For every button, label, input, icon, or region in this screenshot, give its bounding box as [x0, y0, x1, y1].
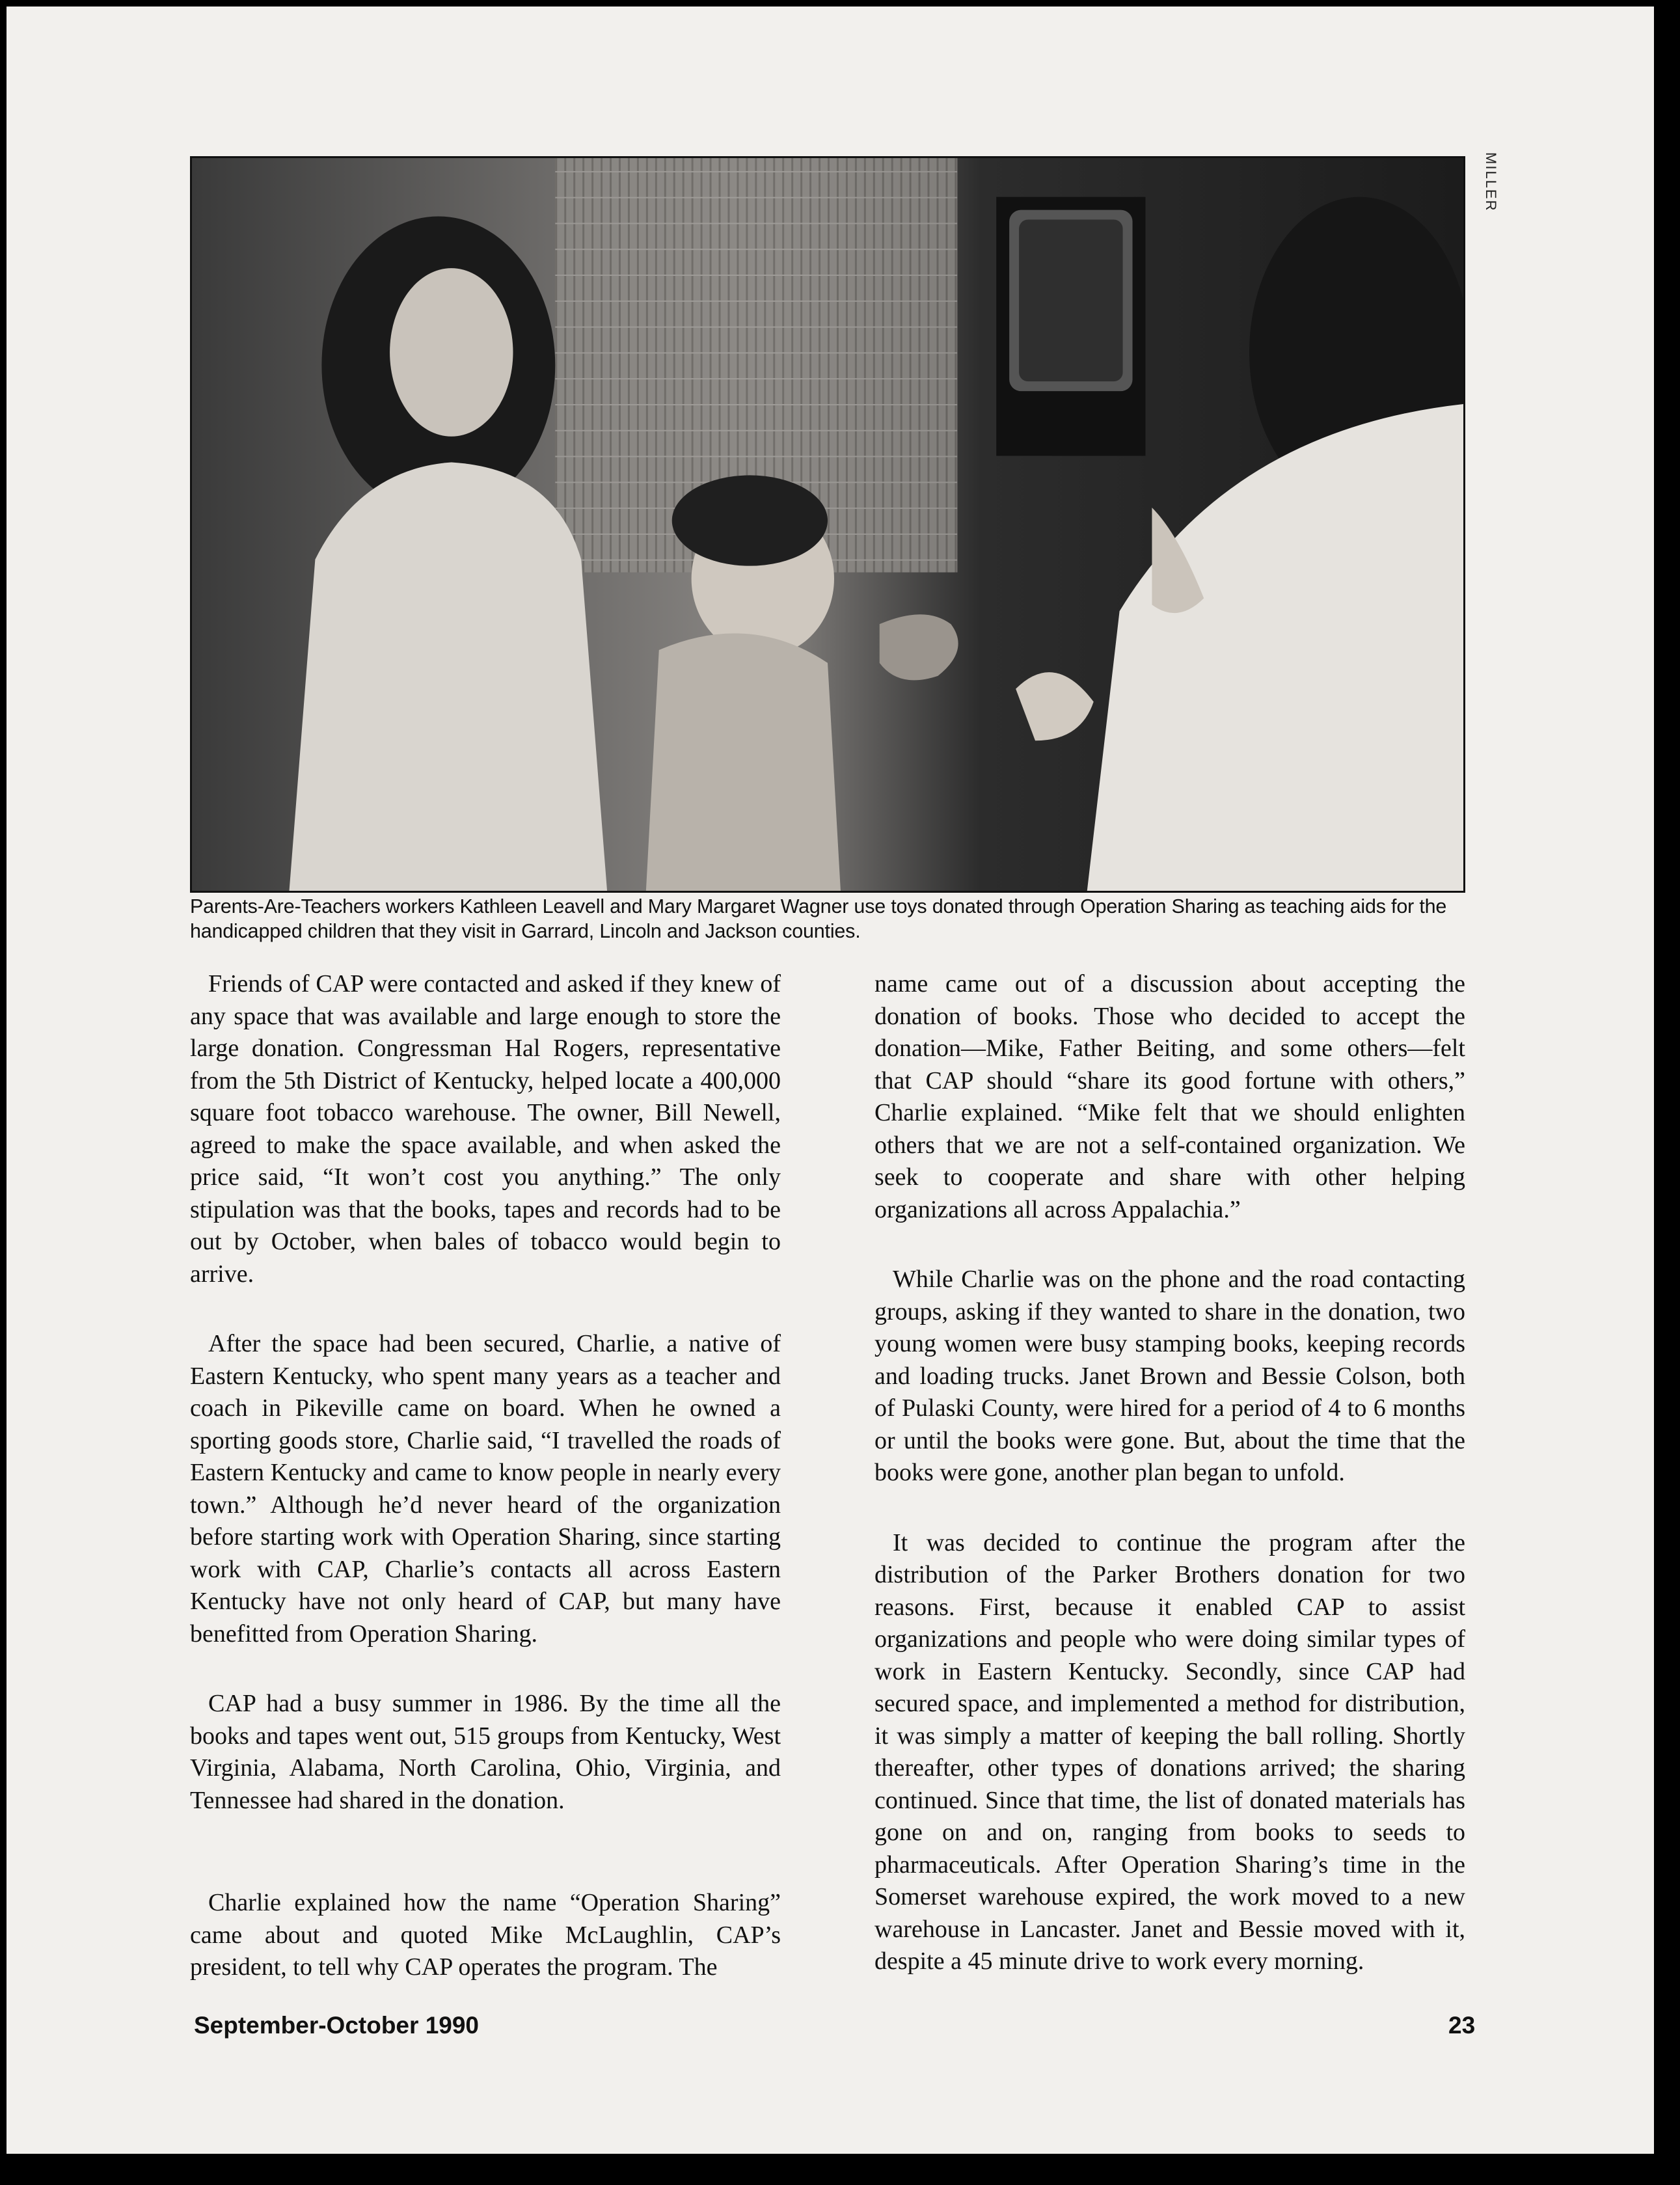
photo-credit: MILLER	[1483, 152, 1499, 212]
paragraph: It was decided to continue the program after the distribution of the Parker Brothers donation for two reasons. First, because it enabled CAP to assist organizations and people who were doing similar types of work in Eastern Kentucky. Secondly, since CAP had secured space, and implemented a method for distribution, it was simply a matter of keeping the ball rolling. Shortly thereafter, other types of donations arrived; the sharing continued. Since that time, the list of donated materials has gone on and on, ranging from books to seeds to pharmaceuticals. After Operation Sharing’s time in the Somerset warehouse expired, the work moved to a new warehouse in Lancaster. Janet and Bessie moved with it, despite a 45 minute drive to work every morning.	[874, 1528, 1465, 1975]
page-number: 23	[1448, 2012, 1476, 2039]
article-column-left	[190, 968, 781, 1984]
paragraph: name came out of a discussion about accepting the donation of books. Those who decided to accept the donation—Mike, Father Beiting, and some others—felt that CAP should “share its good fortune with others,” Charlie explained. “Mike felt that we should enlighten others that we are not a self-contained organization. We seek to cooperate and share with other helping organizations all across Appalachia.”	[874, 970, 1465, 1223]
photo-illustration	[192, 158, 1463, 891]
paragraph: Friends of CAP were contacted and asked if they knew of any space that was available and large enough to store the large donation. Congressman Hal Rogers, representative from the 5th District of Kentucky, helped locate a 400,000 square foot tobacco warehouse. The owner, Bill Newell, agreed to make the space available, and when asked the price said, “It won’t cost you anything.” The only stipulation was that the books, tapes and records had to be out by October, when bales of tobacco would begin to arrive.	[190, 970, 781, 1288]
paragraph: Charlie explained how the name “Operation Sharing” came about and quoted Mike McLaughlin, CAP’s president, to tell why CAP operates the program. The	[190, 1889, 781, 1981]
magazine-page	[7, 7, 1654, 2154]
paragraph: While Charlie was on the phone and the road contacting groups, asking if they wanted to share in the donation, two young women were busy stamping books, keeping records and loading trucks. Janet Brown and Bessie Colson, both of Pulaski County, were hired for a period of 4 to 6 months or until the books were gone. But, about the time that the books were gone, another plan began to unfold.	[874, 1266, 1465, 1486]
photo-caption: Parents-Are-Teachers workers Kathleen Leavell and Mary Margaret Wagner use toys donated through Operation Sharing as teaching aids for the handicapped children that they visit in Garrard, Lincoln and Jackson counties.	[190, 895, 1447, 942]
article-column-right	[874, 968, 1465, 1978]
paragraph: CAP had a busy summer in 1986. By the time all the books and tapes went out, 515 groups from Kentucky, West Virginia, Alabama, North Carolina, Ohio, Virginia, and Tennessee had shared in the donation.	[190, 1690, 781, 1814]
issue-date: September-October 1990	[194, 2012, 480, 2039]
article-photo	[190, 156, 1465, 893]
paragraph: After the space had been secured, Charlie, a native of Eastern Kentucky, who spent many years as a teacher and coach in Pikeville came on board. When he owned a sporting goods store, Charlie said, “I travelled the roads of Eastern Kentucky and came to know people in nearly every town.” Although he’d never heard of the organization before starting work with Operation Sharing, since starting work with CAP, Charlie’s contacts all across Eastern Kentucky have not only heard of CAP, but many have benefitted from Operation Sharing.	[190, 1330, 781, 1648]
